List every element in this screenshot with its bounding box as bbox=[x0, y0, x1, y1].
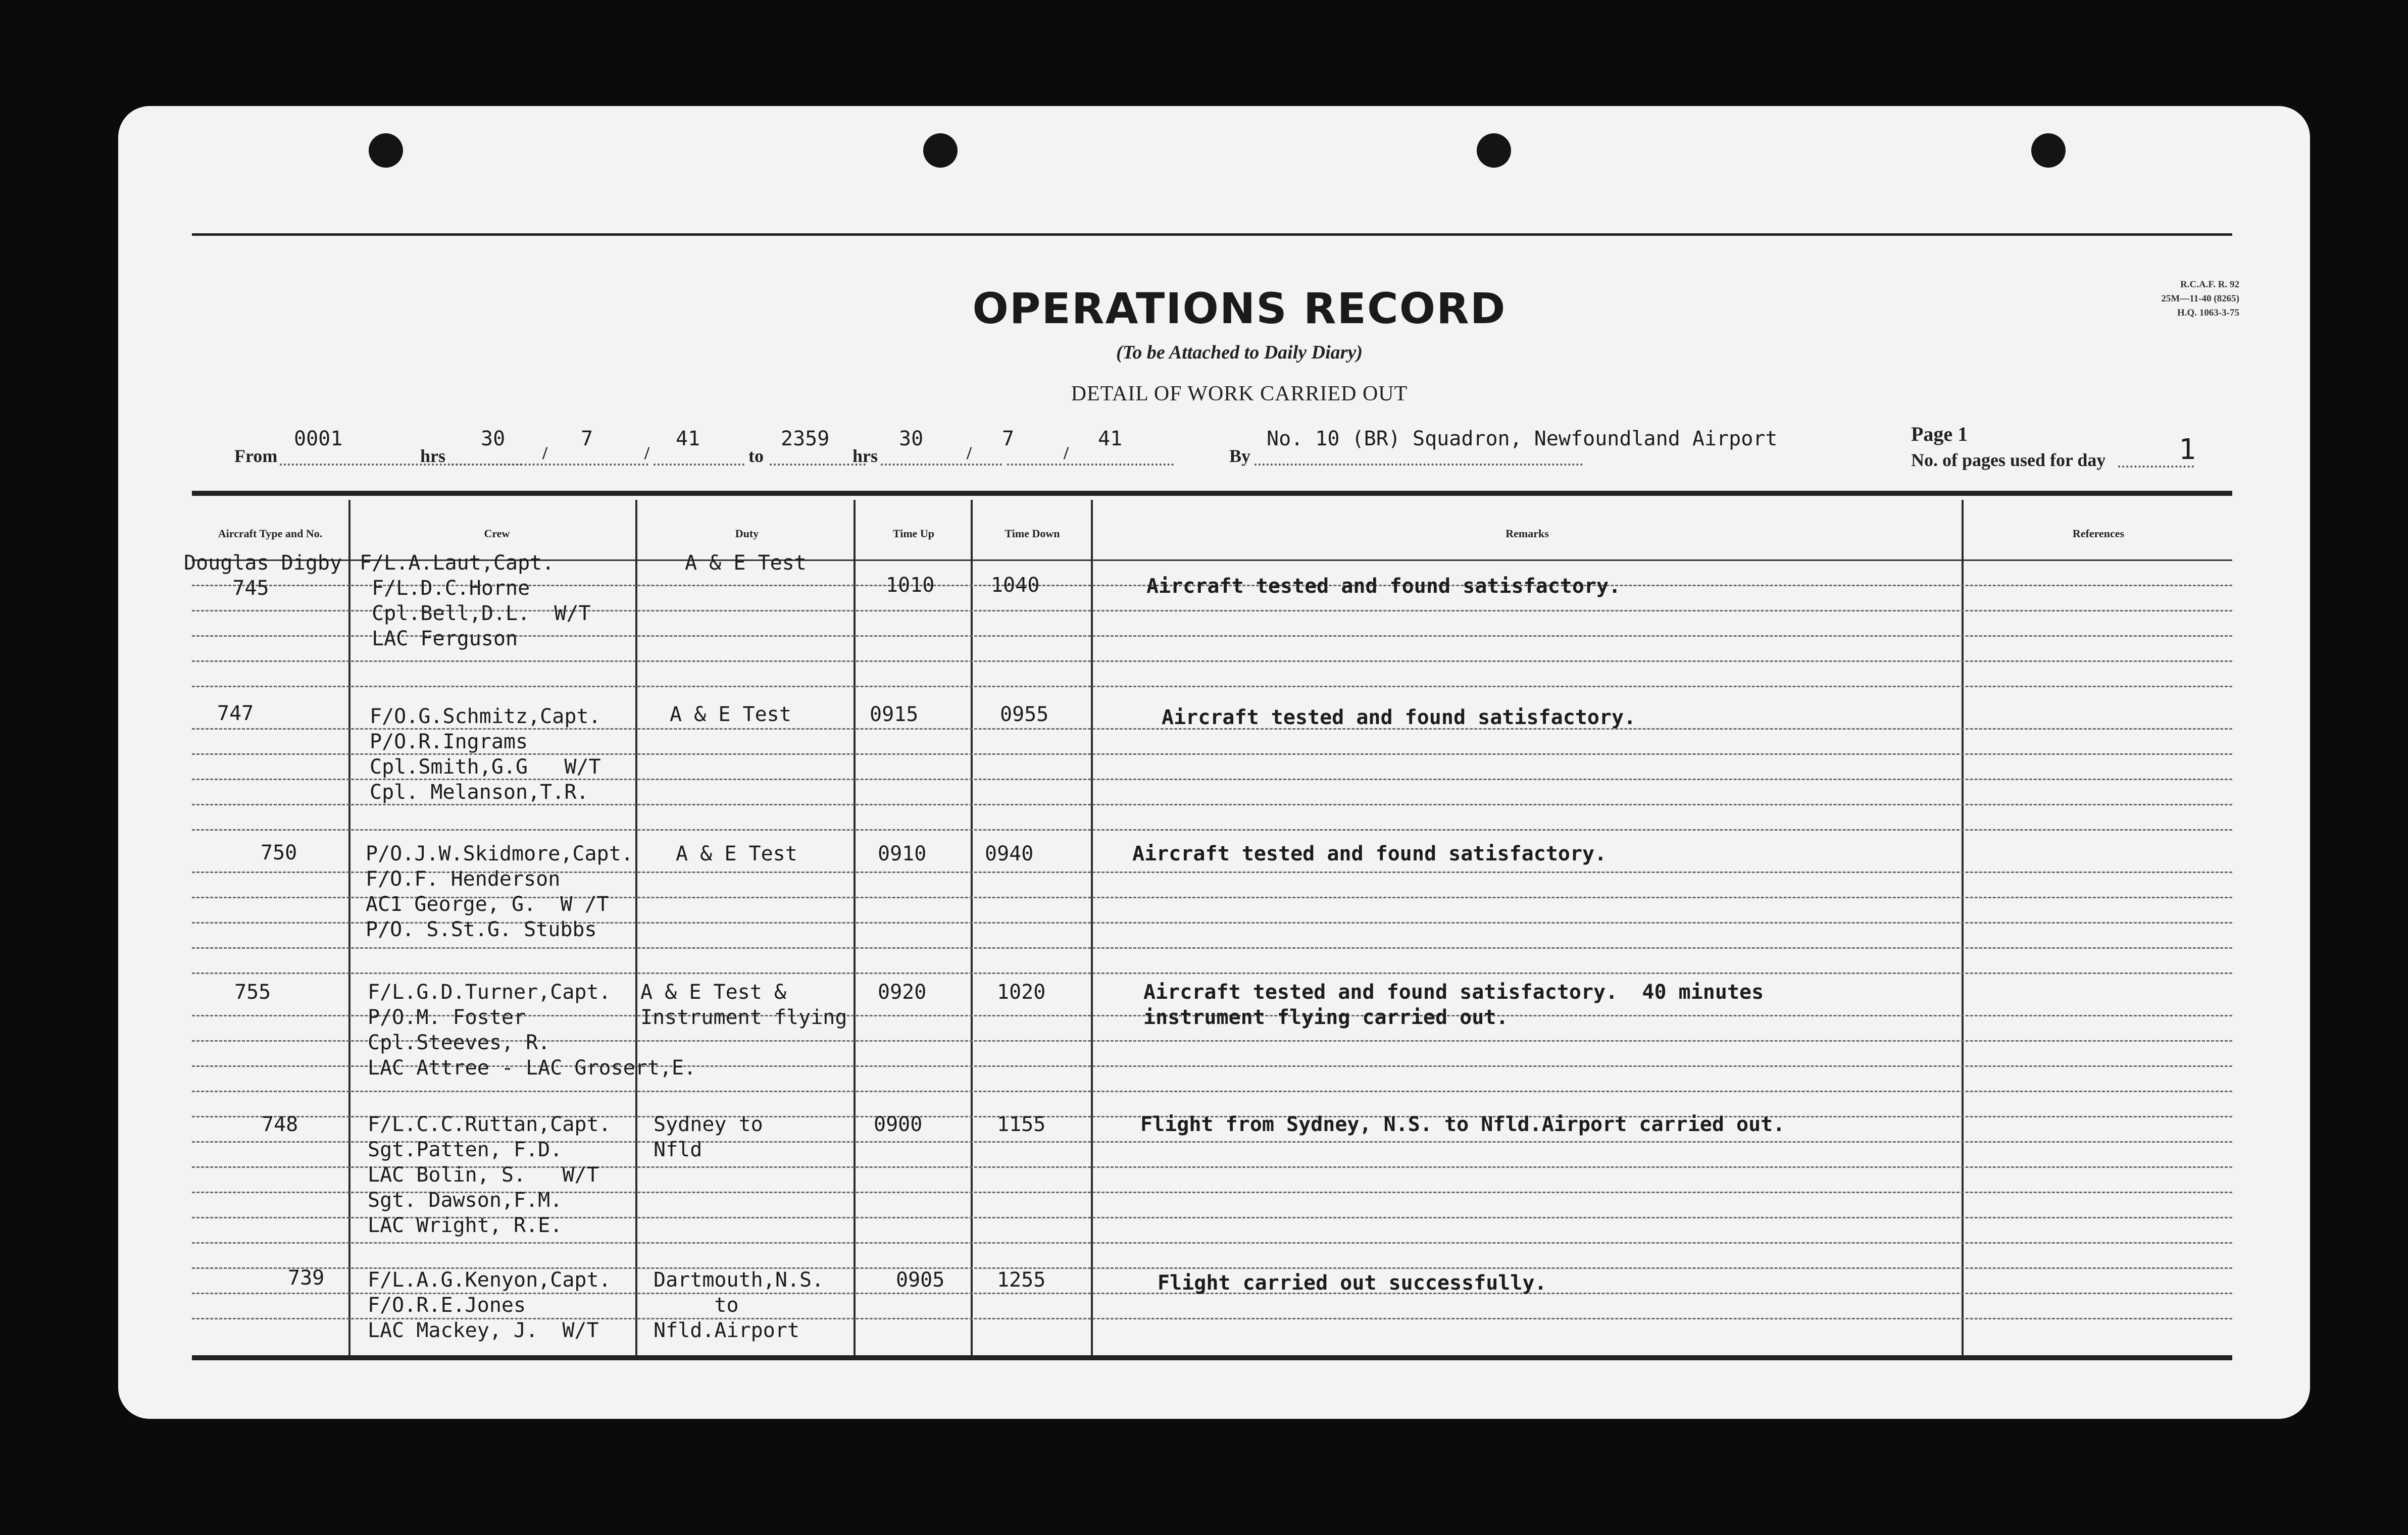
dotted-fill bbox=[881, 464, 1002, 466]
crew-cell: F/L.A.Laut,Capt. F/L.D.C.Horne Cpl.Bell,D.L. W/T LAC Ferguson bbox=[360, 551, 591, 650]
to-month: 7 bbox=[1002, 427, 1015, 450]
header-remarks: Remarks bbox=[1506, 527, 1549, 540]
form-subtitle: (To be Attached to Daily Diary) bbox=[1116, 342, 1363, 363]
dotted-fill bbox=[451, 464, 648, 466]
time-up-cell: 1010 bbox=[886, 574, 935, 597]
time-down-cell: 0940 bbox=[985, 842, 1034, 865]
crew-cell: F/L.A.G.Kenyon,Capt. F/O.R.E.Jones LAC Mackey, J. W/T bbox=[368, 1268, 611, 1342]
aircraft-cell: Douglas Digby 745 bbox=[184, 551, 342, 600]
hrs-label: hrs bbox=[852, 446, 878, 466]
header-crew: Crew bbox=[484, 527, 510, 540]
crew-cell: P/O.J.W.Skidmore,Capt. F/O.F. Henderson AC1 George, G. W /T P/O. S.St.G. Stubbs bbox=[366, 842, 633, 941]
from-month: 7 bbox=[581, 427, 593, 450]
form-code-line: H.Q. 1063-3-75 bbox=[2177, 308, 2239, 318]
duty-cell: A & E Test bbox=[685, 551, 807, 575]
dotted-fill bbox=[770, 464, 866, 466]
duty-cell: A & E Test & Instrument flying bbox=[640, 981, 847, 1029]
operations-record-card bbox=[118, 106, 2310, 1419]
page-number: Page 1 bbox=[1911, 423, 1968, 445]
remarks-cell: Aircraft tested and found satisfactory. bbox=[1146, 575, 1621, 598]
punch-hole bbox=[1477, 133, 1511, 168]
to-label: to bbox=[748, 446, 764, 466]
aircraft-cell: 739 bbox=[288, 1266, 325, 1290]
punch-hole bbox=[2031, 133, 2066, 168]
form-code bbox=[2047, 278, 2239, 320]
column-divider bbox=[1091, 500, 1093, 1358]
form-code-line: R.C.A.F. R. 92 bbox=[2180, 279, 2239, 290]
from-year: 41 bbox=[676, 427, 700, 450]
dotted-fill bbox=[654, 464, 744, 466]
header-aircraft: Aircraft Type and No. bbox=[218, 527, 323, 540]
to-year: 41 bbox=[1098, 427, 1123, 450]
to-day: 30 bbox=[899, 427, 924, 450]
from-label: From bbox=[234, 446, 278, 466]
pages-used-value: 1 bbox=[2179, 433, 2196, 466]
column-divider bbox=[635, 500, 637, 1358]
ruled-line bbox=[192, 973, 2232, 974]
ruled-line bbox=[192, 947, 2232, 949]
time-down-cell: 1040 bbox=[991, 574, 1040, 597]
punch-hole bbox=[923, 133, 958, 168]
aircraft-cell: 748 bbox=[262, 1113, 298, 1136]
hrs-label: hrs bbox=[420, 446, 446, 466]
crew-cell: F/O.G.Schmitz,Capt. P/O.R.Ingrams Cpl.Smith,G.G W/T Cpl. Melanson,T.R. bbox=[370, 705, 601, 804]
time-down-cell: 1020 bbox=[997, 981, 1046, 1004]
aircraft-cell: 750 bbox=[261, 841, 297, 864]
column-divider bbox=[348, 500, 350, 1358]
remarks-cell: Aircraft tested and found satisfactory. bbox=[1162, 706, 1636, 729]
aircraft-cell: 755 bbox=[234, 981, 271, 1004]
column-divider bbox=[1962, 500, 1964, 1358]
time-down-cell: 1155 bbox=[997, 1113, 1046, 1136]
time-up-cell: 0900 bbox=[874, 1113, 923, 1136]
ruled-line bbox=[192, 829, 2232, 831]
time-up-cell: 0915 bbox=[870, 703, 919, 726]
header-duty: Duty bbox=[735, 527, 759, 540]
duty-cell: A & E Test bbox=[676, 842, 797, 865]
from-day: 30 bbox=[481, 427, 506, 450]
table-top-rule bbox=[192, 491, 2232, 496]
duty-cell: Sydney to Nfld bbox=[654, 1113, 763, 1161]
slash: / bbox=[967, 443, 972, 463]
time-down-cell: 0955 bbox=[1000, 703, 1049, 726]
by-label: By bbox=[1229, 446, 1251, 466]
time-up-cell: 0905 bbox=[896, 1268, 945, 1292]
form-title: OPERATIONS RECORD bbox=[972, 284, 1507, 333]
aircraft-cell: 747 bbox=[217, 702, 254, 725]
column-divider bbox=[854, 500, 856, 1358]
slash: / bbox=[542, 443, 548, 463]
header-time-up: Time Up bbox=[892, 527, 935, 540]
to-time: 2359 bbox=[781, 427, 830, 450]
form-code-line: 25M—11-40 (8265) bbox=[2161, 293, 2239, 304]
dotted-fill bbox=[1007, 464, 1174, 466]
time-up-cell: 0910 bbox=[878, 842, 927, 865]
remarks-cell: Flight from Sydney, N.S. to Nfld.Airport carried out. bbox=[1140, 1113, 1785, 1136]
table-bottom-rule bbox=[192, 1355, 2232, 1360]
pages-used-label: No. of pages used for day bbox=[1911, 450, 2106, 470]
slash: / bbox=[644, 443, 650, 463]
detail-heading: DETAIL OF WORK CARRIED OUT bbox=[1071, 382, 1408, 405]
remarks-cell: Aircraft tested and found satisfactory. 40 minutes instrument flying carried out. bbox=[1143, 981, 1764, 1029]
header-time-down: Time Down bbox=[1005, 527, 1060, 540]
ruled-line bbox=[192, 660, 2232, 662]
punch-hole bbox=[369, 133, 403, 168]
header-references: References bbox=[2072, 527, 2125, 540]
time-down-cell: 1255 bbox=[997, 1268, 1046, 1292]
top-rule bbox=[192, 233, 2232, 236]
remarks-cell: Flight carried out successfully. bbox=[1158, 1271, 1547, 1295]
crew-cell: F/L.G.D.Turner,Capt. P/O.M. Foster Cpl.Steeves, R. LAC Attree - LAC Grosert,E. bbox=[368, 981, 696, 1080]
duty-cell: A & E Test bbox=[670, 703, 791, 726]
ruled-line bbox=[192, 1091, 2232, 1092]
duty-cell: Dartmouth,N.S. to Nfld.Airport bbox=[654, 1268, 824, 1342]
ruled-line bbox=[192, 1242, 2232, 1244]
time-up-cell: 0920 bbox=[878, 981, 927, 1004]
column-divider bbox=[971, 500, 973, 1358]
from-time: 0001 bbox=[294, 427, 343, 450]
crew-cell: F/L.C.C.Ruttan,Capt. Sgt.Patten, F.D. LAC Bolin, S. W/T Sgt. Dawson,F.M. LAC Wright, R.E. bbox=[368, 1113, 611, 1237]
squadron-name: No. 10 (BR) Squadron, Newfoundland Airport bbox=[1267, 427, 1778, 450]
remarks-cell: Aircraft tested and found satisfactory. bbox=[1132, 842, 1607, 865]
ruled-line bbox=[192, 686, 2232, 687]
dotted-fill bbox=[1255, 464, 1583, 466]
slash: / bbox=[1064, 443, 1069, 463]
